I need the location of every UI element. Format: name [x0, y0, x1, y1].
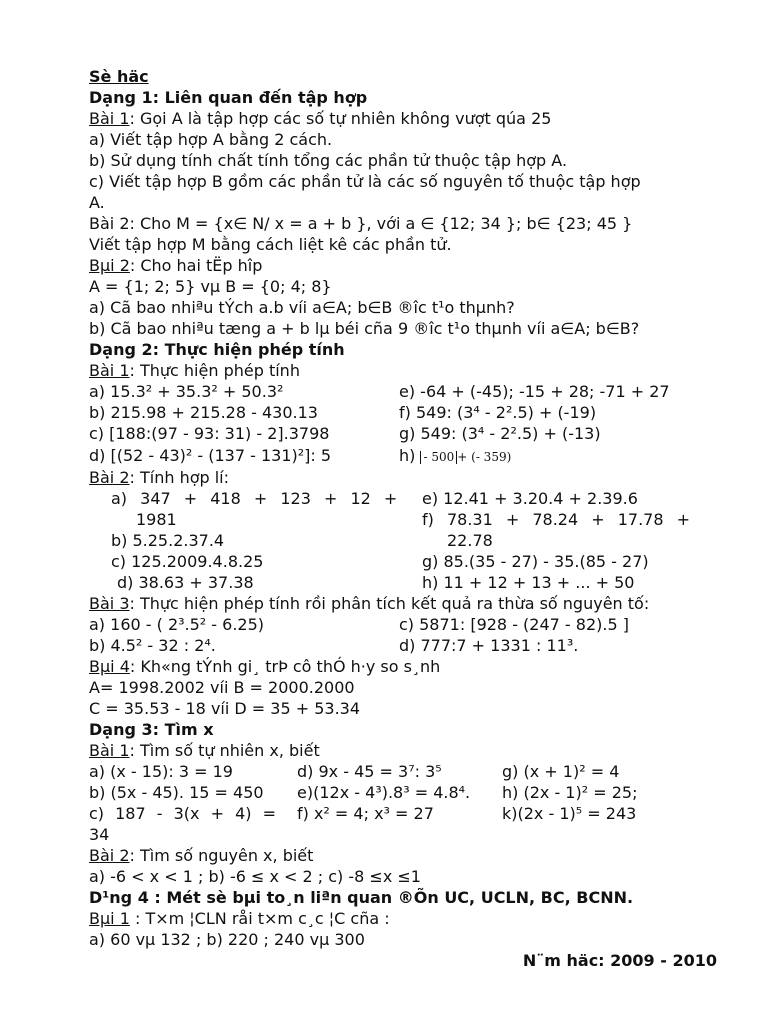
exercise-text: : T×m ¦CLN råi t×m c¸c ¦C cña : [129, 909, 390, 928]
exercise-line [89, 360, 729, 381]
exercise-item: d) 777:7 + 1331 : 11³. [399, 636, 579, 655]
exercise-text: : Thực hiện phép tính [129, 361, 300, 380]
exercise-item: a) Viết tập hợp A bằng 2 cách. [89, 130, 333, 149]
exercise-item: A. [89, 193, 105, 212]
exercise-line [89, 467, 729, 488]
section-heading-dang1: Dạng 1: Liên quan đến tập hợp [89, 88, 368, 107]
exercise-item: b) (5x - 45). 15 = 450 [89, 783, 264, 802]
exercise-item: f) x² = 4; x³ = 27 [297, 804, 434, 823]
exercise-item: h) (2x - 1)² = 25; [502, 783, 638, 802]
exercise-label: Bài 3 [89, 594, 130, 613]
section-heading-dang2: Dạng 2: Thực hiện phép tính [89, 340, 345, 359]
exercise-item: A= 1998.2002 víi B = 2000.2000 [89, 678, 355, 697]
page-title: Sè häc [89, 67, 149, 86]
exercise-text: : Kh«ng tÝnh gi¸ trÞ cô thÓ h·y so s¸nh [129, 657, 441, 676]
exercise-row [89, 761, 729, 782]
exercise-item: 1981 [136, 510, 177, 529]
exercise-label: Bµi 2 [89, 256, 130, 275]
exercise-row [89, 444, 729, 467]
exercise-item: a) 15.3² + 35.3² + 50.3² [89, 382, 284, 401]
exercise-label: Bài 1 [89, 109, 130, 128]
exercise-label: Bài 2 [89, 468, 130, 487]
exercise-item: f) 549: (3⁴ - 2².5) + (-19) [399, 403, 597, 422]
exercise-item: C = 35.53 - 18 víi D = 35 + 53.34 [89, 699, 361, 718]
exercise-item: g) 85.(35 - 27) - 35.(85 - 27) [422, 552, 649, 571]
exercise-line [89, 593, 729, 614]
exercise-label: Bài 2 [89, 846, 130, 865]
exercise-item: c) [188:(97 - 93: 31) - 2].3798 [89, 424, 330, 443]
absolute-value-expression: - 500 [420, 451, 457, 464]
exercise-label: Bài 1 [89, 361, 130, 380]
school-year-footer: N¨m häc: 2009 - 2010 [522, 951, 717, 970]
exercise-line [89, 845, 729, 866]
exercise-text: : Tìm số tự nhiên x, biết [129, 741, 320, 760]
exercise-item: a) Cã bao nhiªu tÝch a.b víi a∈A; b∈B ®îc t¹o thµnh? [89, 298, 515, 317]
exercise-row [89, 423, 729, 444]
exercise-item: f) 78.31 + 78.24 + 17.78 + [422, 510, 691, 529]
exercise-row [89, 614, 729, 635]
exercise-line [89, 740, 729, 761]
exercise-item: d) 9x - 45 = 3⁷: 3⁵ [297, 762, 442, 781]
exercise-item: a) 347 + 418 + 123 + 12 + [111, 489, 398, 508]
expression-tail: + (- 359) [457, 450, 512, 464]
exercise-item: c) Viết tập hợp B gồm các phần tử là các số nguyên tố thuộc tập hợp [89, 172, 641, 191]
exercise-row [89, 381, 729, 402]
exercise-item: c) 125.2009.4.8.25 [111, 552, 264, 571]
exercise-item: b) Cã bao nhiªu tæng a + b lµ béi cña 9 ®îc t¹o thµnh víi a∈A; b∈B? [89, 319, 640, 338]
exercise-item: d) 38.63 + 37.38 [117, 573, 254, 592]
exercise-item: b) 4.5² - 32 : 2⁴. [89, 636, 216, 655]
exercise-item: g) (x + 1)² = 4 [502, 762, 620, 781]
exercise-row [89, 803, 729, 824]
exercise-label: Bµi 4 [89, 657, 130, 676]
exercise-text: : Tính hợp lí: [129, 468, 230, 487]
exercise-item: a) -6 < x < 1 ; b) -6 ≤ x < 2 ; c) -8 ≤x ≤1 [89, 867, 421, 886]
exercise-line [89, 908, 729, 929]
worksheet-page [89, 66, 729, 971]
exercise-item: a) 60 vµ 132 ; b) 220 ; 240 vµ 300 [89, 930, 365, 949]
exercise-line [89, 108, 729, 129]
exercise-row [89, 782, 729, 803]
exercise-item: d) [(52 - 43)² - (137 - 131)²]: 5 [89, 446, 332, 465]
exercise-row [89, 402, 729, 423]
exercise-item: b) Sử dụng tính chất tính tổng các phần tử thuộc tập hợp A. [89, 151, 568, 170]
exercise-text: : Gọi A là tập hợp các số tự nhiên không vượt qúa 25 [129, 109, 552, 128]
exercise-item: Viết tập hợp M bằng cách liệt kê các phần tử. [89, 235, 452, 254]
exercise-line: Bài 2: Cho M = {x∈ N/ x = a + b }, với a ∈ {12; 34 }; b∈ {23; 45 } [89, 214, 633, 233]
exercise-line [89, 255, 729, 276]
exercise-item: c) 5871: [928 - (247 - 82).5 ] [399, 615, 629, 634]
exercise-row [89, 488, 729, 509]
exercise-label: Bµi 1 [89, 909, 130, 928]
exercise-row [89, 572, 729, 593]
exercise-item: A = {1; 2; 5} vµ B = {0; 4; 8} [89, 277, 332, 296]
section-heading-dang4: D¹ng 4 : Mét sè bµi to¸n liªn quan ®Õn UC, UCLN, BC, BCNN. [89, 888, 634, 907]
exercise-item: b) 215.98 + 215.28 - 430.13 [89, 403, 318, 422]
exercise-text: : Thực hiện phép tính rồi phân tích kết quả ra thừa số nguyên tố: [129, 594, 650, 613]
exercise-line [89, 656, 729, 677]
exercise-text: : Cho hai tËp hîp [129, 256, 263, 275]
exercise-row [89, 551, 729, 572]
section-heading-dang3: Dạng 3: Tìm x [89, 720, 214, 739]
exercise-item: a) (x - 15): 3 = 19 [89, 762, 233, 781]
exercise-row [89, 530, 729, 551]
exercise-item: k)(2x - 1)⁵ = 243 [502, 804, 637, 823]
exercise-item [399, 444, 511, 469]
exercise-row [89, 509, 729, 530]
exercise-item: b) 5.25.2.37.4 [111, 531, 225, 550]
exercise-text: : Tìm số nguyên x, biết [129, 846, 314, 865]
item-label: h) [399, 446, 416, 465]
exercise-item: g) 549: (3⁴ - 2².5) + (-13) [399, 424, 601, 443]
exercise-item: c) 187 - 3(x + 4) = [89, 804, 276, 823]
exercise-item: e) 12.41 + 3.20.4 + 2.39.6 [422, 489, 638, 508]
exercise-row [89, 635, 729, 656]
exercise-item: h) 11 + 12 + 13 + ... + 50 [422, 573, 635, 592]
exercise-item: e) -64 + (-45); -15 + 28; -71 + 27 [399, 382, 670, 401]
exercise-item: a) 160 - ( 2³.5² - 6.25) [89, 615, 265, 634]
exercise-item: 34 [89, 825, 110, 844]
exercise-label: Bài 1 [89, 741, 130, 760]
exercise-item: 22.78 [447, 531, 493, 550]
exercise-item: e)(12x - 4³).8³ = 4.8⁴. [297, 783, 471, 802]
